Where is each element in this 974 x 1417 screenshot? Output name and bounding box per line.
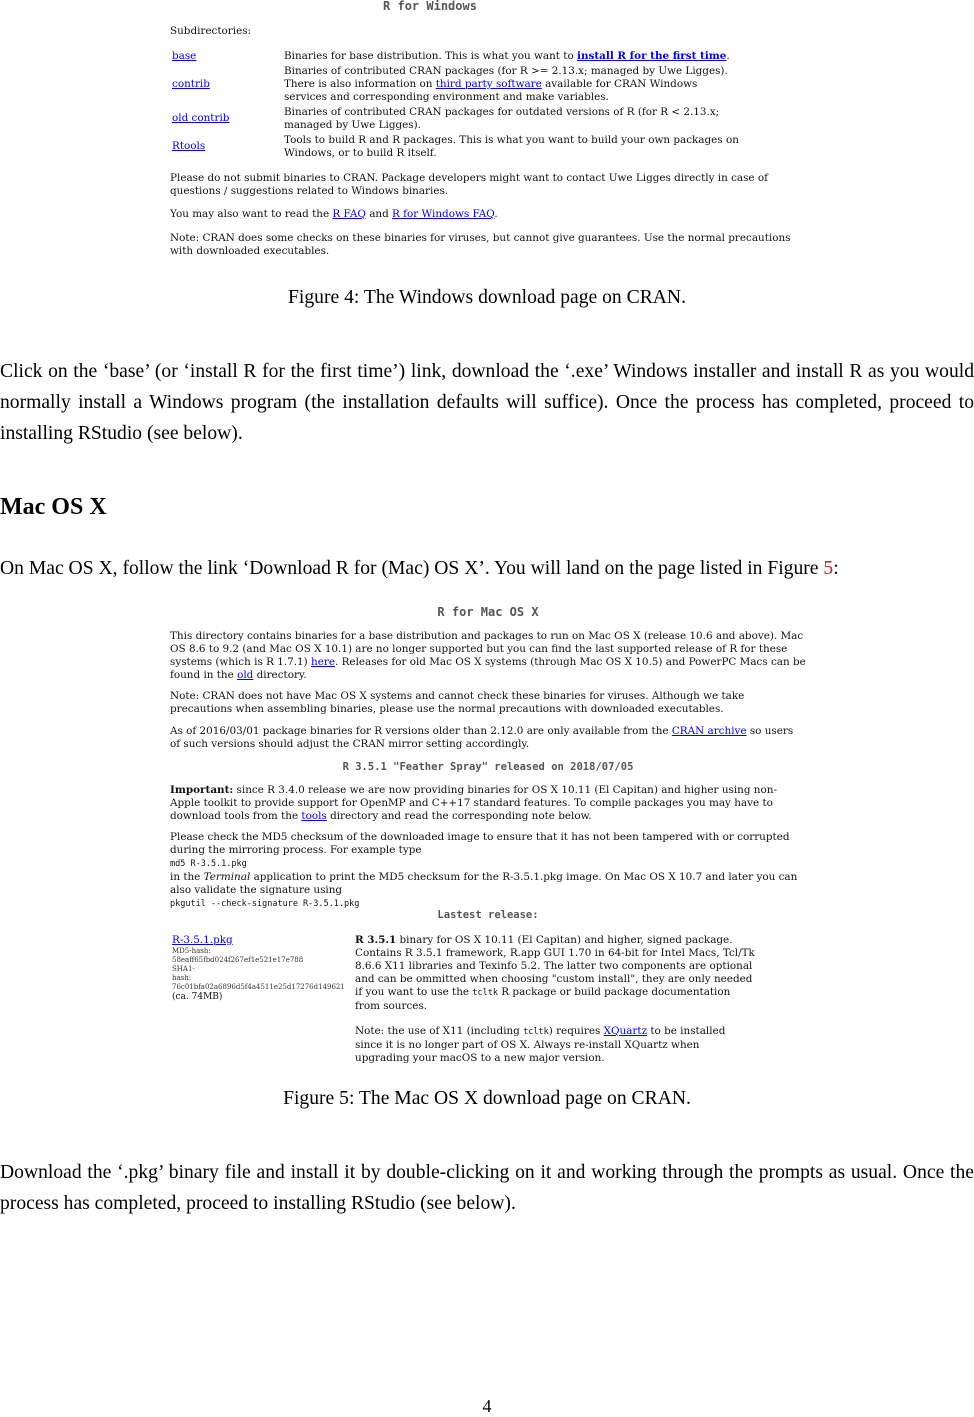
third-party-software-link[interactable]: third party software <box>435 78 542 90</box>
subdirectories-label: Subdirectories: <box>170 25 252 37</box>
md5-command: md5 R-3.5.1.pkg <box>170 859 247 869</box>
package-size: (ca. 74MB) <box>172 992 223 1002</box>
r-3-5-1-pkg-link[interactable]: R-3.5.1.pkg <box>172 934 233 946</box>
r-for-windows-title: R for Windows <box>383 0 477 13</box>
mac-instructions-paragraph: Download the ‘.pkg’ binary file and install it by double-clicking on it and working through the prompts as usual. Once the process has completed, proceed to installing RStudio (see below). <box>0 1162 974 1214</box>
old-contrib-description: Binaries of contributed CRAN packages for outdated versions of R (for R < 2.13.x; managed by Uwe Ligges). <box>284 106 720 131</box>
rtools-description: Tools to build R and R packages. This is what you want to build your own packages on Windows, or to build R itself. <box>284 134 739 159</box>
pkgutil-command: pkgutil --check-signature R-3.5.1.pkg <box>170 899 360 909</box>
mac-virus-note: Note: CRAN does not have Mac OS X systems and cannot check these binaries for viruses. Although we take precautions when assembling binaries, please use the normal precautions with downloaded executables. <box>170 690 745 715</box>
old-contrib-link[interactable]: old contrib <box>172 112 230 124</box>
section-heading-mac-os-x: Mac OS X <box>0 494 107 520</box>
figure-4-screenshot <box>168 0 808 260</box>
r-faq-link[interactable]: R FAQ <box>332 208 366 220</box>
mac-intro-paragraph: On Mac OS X, follow the link ‘Download R for (Mac) OS X’. You will land on the page listed in Figure 5: <box>0 558 839 579</box>
xquartz-note: Note: the use of X11 (including tcltk) requires XQuartz to be installed since it is no longer part of OS X. Always re-install XQuartz when upgrading your macOS to a new major version. <box>355 1025 726 1064</box>
package-info <box>172 934 344 1003</box>
r-for-mac-title: R for Mac OS X <box>437 605 539 619</box>
install-r-first-time-link[interactable]: install R for the first time <box>577 50 727 62</box>
r-windows-faq-link[interactable]: R for Windows FAQ <box>392 208 495 220</box>
md5-hash: MD5-hash: 58eaff65fbd024f267ef1e521e17e788 <box>172 947 304 964</box>
sha1-label: SHA1- <box>172 965 195 973</box>
faq-line: You may also want to read the R FAQ and R for Windows FAQ. <box>170 208 498 220</box>
here-link[interactable]: here <box>311 656 335 668</box>
latest-release-heading: Lastest release: <box>437 909 539 921</box>
sha1-hash: hash: 76c01bfa02a6896d5f4a4511e25d17276d149621 <box>172 974 345 991</box>
package-description: R 3.5.1 binary for OS X 10.11 (El Capitan) and higher, signed package. Contains R 3.5.1 framework, R.app GUI 1.70 in 64-bit for Intel Macs, Tcl/Tk 8.6.6 X11 libraries and Texinfo 5.2. The latter two components are optional and can be ommitted when choosing "custom install", they are only needed if you want to use the tcltk R package or build package documentation from sources. Note: the use of X11 (including tcltk) requires XQuartz to be installed since it is no longer part of OS X. Always re-install XQuartz when upgrading your macOS to a new major version. <box>355 934 755 1064</box>
md5-check-paragraph: Please check the MD5 checksum of the downloaded image to ensure that it has not been tampered with or corrupted during the mirroring process. For example type md5 R-3.5.1.pkg in the Terminal application to print the MD5 checksum for the R-3.5.1.pkg image. On Mac OS X 10.7 and later you can also validate the signature using pkgutil --check-signature R-3.5.1.pkg <box>170 831 798 909</box>
xquartz-link[interactable]: XQuartz <box>603 1025 648 1037</box>
mac-directory-paragraph: This directory contains binaries for a base distribution and packages to run on Mac OS X (release 10.6 and above). Mac OS 8.6 to 9.2 (and Mac OS X 10.1) are no longer supported but you can find the last supported release of R for these systems (which is R 1.7.1) here. Releases for old Mac OS X systems (through Mac OS X 10.5) and PowerPC Macs can be found in the old directory. <box>170 630 806 681</box>
figure-5-reference-link[interactable]: 5 <box>823 558 834 579</box>
tools-link[interactable]: tools <box>301 810 327 822</box>
figure-5-caption: Figure 5: The Mac OS X download page on CRAN. <box>283 1088 691 1109</box>
figure-5-screenshot <box>168 605 808 1064</box>
old-directory-link[interactable]: old <box>237 669 254 681</box>
release-heading: R 3.5.1 "Feather Spray" released on 2018/07/05 <box>342 761 634 773</box>
contrib-link[interactable]: contrib <box>172 78 210 90</box>
base-link[interactable]: base <box>172 50 197 62</box>
page-number: 4 <box>482 1396 492 1416</box>
rtools-link[interactable]: Rtools <box>172 140 206 152</box>
virus-note: Note: CRAN does some checks on these binaries for viruses, but cannot give guarantees. Use the normal precautions with downloaded executables. <box>170 232 791 257</box>
windows-instructions-paragraph: Click on the ‘base’ (or ‘install R for the first time’) link, download the ‘.exe’ Windows installer and install R as you would normally install a Windows program (the installation defaults will suffice). Once the process has completed, proceed to installing RStudio (see below). <box>0 361 974 444</box>
figure-4-caption: Figure 4: The Windows download page on CRAN. <box>288 287 686 308</box>
submit-notice: Please do not submit binaries to CRAN. Package developers might want to contact Uwe Ligges directly in case of questions / suggestions related to Windows binaries. <box>170 172 768 197</box>
cran-archive-paragraph: As of 2016/03/01 package binaries for R versions older than 2.12.0 are only available from the CRAN archive so users of such versions should adjust the CRAN mirror setting accordingly. <box>170 725 794 750</box>
cran-archive-link[interactable]: CRAN archive <box>671 725 747 737</box>
important-paragraph: Important: since R 3.4.0 release we are now providing binaries for OS X 10.11 (El Capitan) and higher using non-Apple toolkit to provide support for OpenMP and C++17 standard features. To compile packages you may have to download tools from the tools directory and read the corresponding note below. <box>170 784 777 822</box>
contrib-description: Binaries of contributed CRAN packages (for R >= 2.13.x; managed by Uwe Ligges). There is also information on third party software available for CRAN Windows services and corresponding environment and make variables. <box>284 65 728 103</box>
base-description: Binaries for base distribution. This is what you want to install R for the first time. <box>284 50 730 62</box>
